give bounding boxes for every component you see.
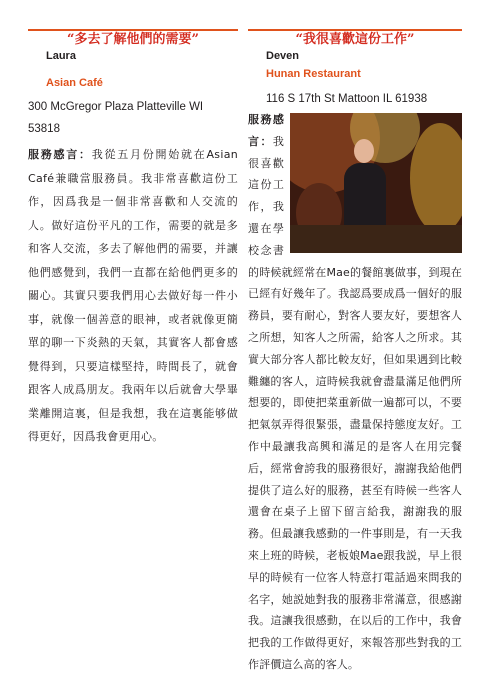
left-column [28, 0, 238, 680]
left-restaurant-name: Asian Café [46, 77, 103, 89]
left-testimonial-lead: 服務感言： [28, 148, 92, 161]
right-testimonial-lead: 服務感言： [248, 113, 284, 148]
left-title-rule [28, 29, 238, 31]
waiter-photo [290, 113, 462, 253]
right-title-rule [248, 29, 462, 31]
right-testimonial-text: 我很喜歡這份工作，我還在學校念書的時候就經常在Mae的餐館裏做事，到現在已經有好幾年了。我認爲要成爲一個好的服務員，要有耐心，對客人要友好，要想客人之所想，知客人之所需，給客人之所求。其實大部分客人都比較友好，但如果遇到比較難纏的客人，這時候我就會盡量滿足他們所想要的，即使把菜重新做一遍都可以，不要把氣氛弄得很緊張，盡量保持態度友好。工作中最讓我高興和滿足的是客人在用完餐后，經常會誇我的服務很好，謝謝我給他們提供了這么好的服務，甚至有時候一些客人還會在桌子上留下留言給我，謝謝我的服務。但最讓我感動的一件事則是，有一天我來上班的時候，老板娘Mae跟我説，早上很早的時候有一位客人特意打電話過來問我的名字，她説她對我的服務非常滿意，很感謝我。這讓我很感動，在以后的工作中，我會把我的工作做得更好，來報答那些對我的工作評價這么高的客人。 [248, 134, 462, 671]
left-restaurant-address: 300 McGregor Plaza Platteville WI 53818 [28, 101, 204, 135]
right-employee-name: Deven [266, 50, 300, 62]
right-quote-title: “我很喜歡這份工作” [295, 32, 415, 47]
left-employee-name: Laura [46, 50, 76, 62]
left-testimonial-body [28, 143, 238, 449]
right-restaurant-name: Hunan Restaurant [266, 68, 361, 80]
right-restaurant-address: 116 S 17th St Mattoon IL 61938 [266, 93, 428, 105]
left-testimonial-text: 我從五月份開始就在Asian Café兼職當服務員。我非常喜歡這份工作，因爲我是一個非常喜歡和人交流的人。做好這份平凡的工作，需要的就是多和客人交流，多去了解他們的需要，并讓他們感覺到，我們一直都在給他們更多的關心。其實只要我們用心去做好每一件小事，就像一個善意的眼神，或者就像更簡單的聊一下炎熱的天氣，其實客人都會感覺得到，只要這樣堅持，時間長了，就會跟客人成爲朋友。我兩年以后就會大學畢業離開這裏，但是我想，我在這裏能够做得更好，因爲我會更用心。 [28, 148, 239, 443]
right-testimonial-body [248, 109, 462, 676]
right-column [248, 0, 462, 680]
left-quote-title: “多去了解他們的需要” [67, 32, 199, 47]
